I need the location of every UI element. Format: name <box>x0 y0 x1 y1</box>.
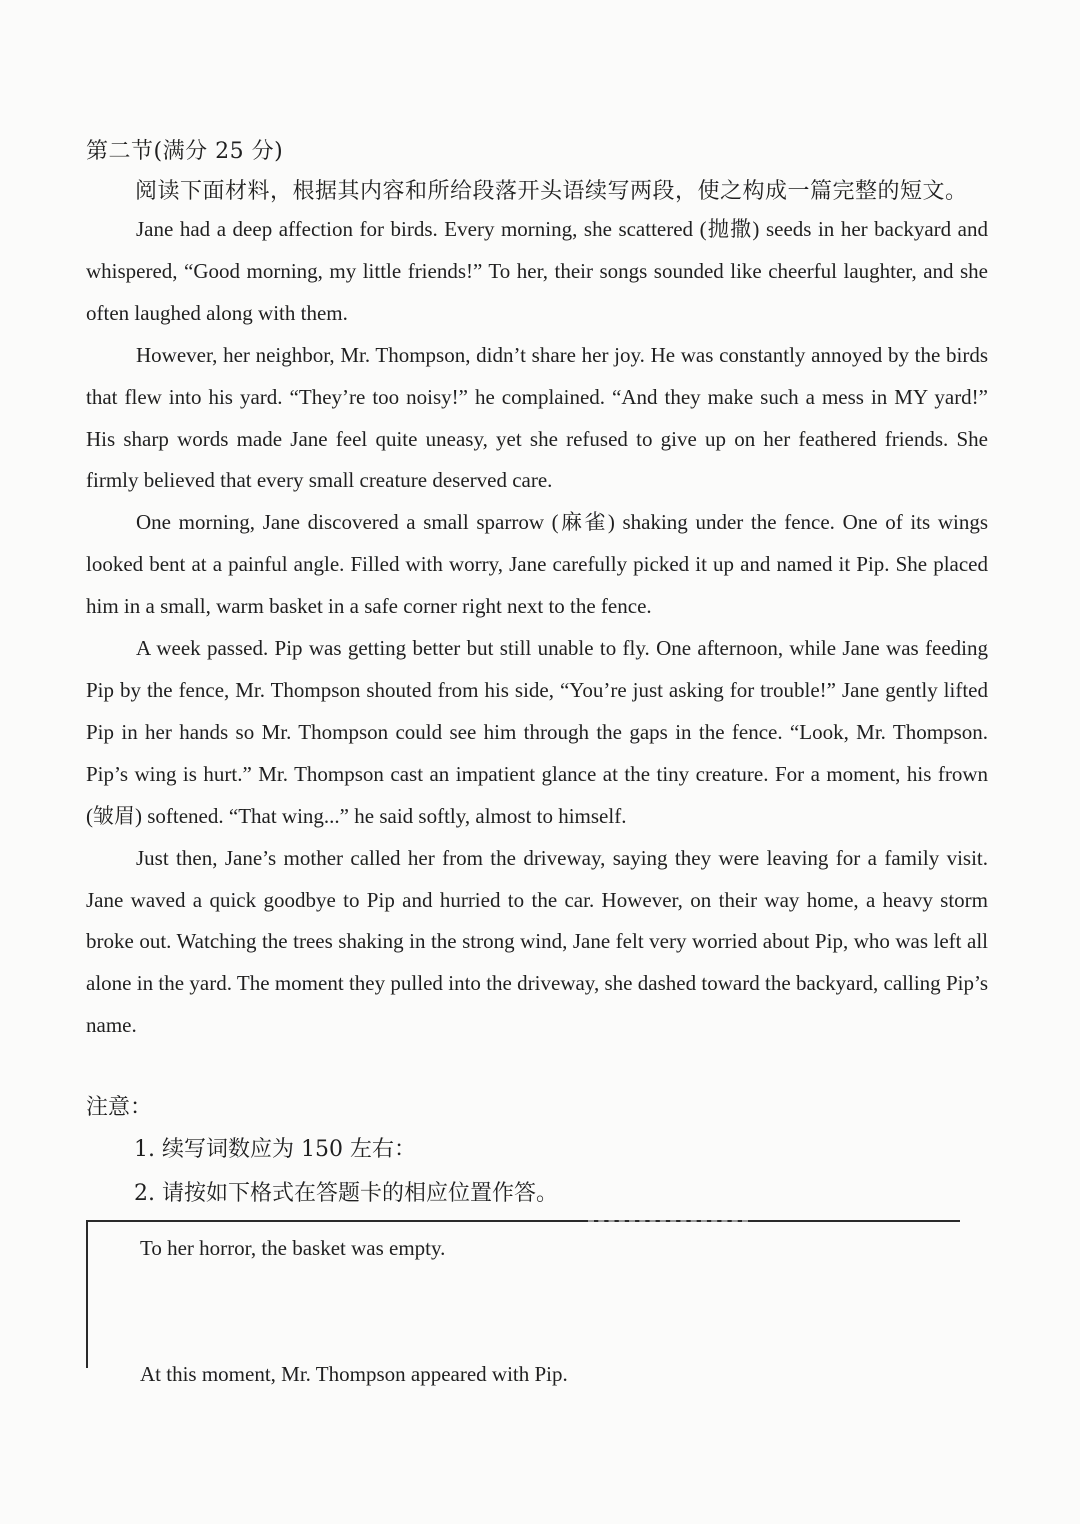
passage-paragraph: Jane had a deep affection for birds. Every morning, she scattered (抛撒) seeds in her backyard and whispered, “Good morning, my little friends!” To her, their songs sounded like cheerful laughter, and she often laughed along with them. <box>86 217 988 325</box>
paragraph-opener-1: To her horror, the basket was empty. <box>140 1236 446 1260</box>
notes-section <box>86 1088 558 1216</box>
note-item-word-count: 1. 续写词数应为 150 左右： <box>134 1137 416 1162</box>
passage-paragraph: One morning, Jane discovered a small sparrow (麻雀) shaking under the fence. One of its wings looked bent at a painful angle. Filled with worry, Jane carefully picked it up and named it Pip. She placed him in a small, warm basket in a safe corner right next to the fence. <box>86 510 988 619</box>
passage-paragraph: Just then, Jane’s mother called her from the driveway, saying they were leaving for a family visit. Jane waved a quick goodbye to Pip and hurried to the car. However, on their way home, a heavy storm broke out. Watching the trees shaking in the strong wind, Jane felt very worried about Pip, who was left all alone in the yard. The moment they pulled into the driveway, she dashed toward the backyard, calling Pip’s name. <box>86 845 988 1038</box>
reading-passage <box>86 209 988 1047</box>
note-item-format: 2. 请按如下格式在答题卡的相应位置作答。 <box>134 1181 558 1206</box>
section-title: 第二节(满分 25 分) <box>86 139 284 164</box>
instruction-text: 阅读下面材料，根据其内容和所给段落开头语续写两段，使之构成一篇完整的短文。 <box>135 179 968 204</box>
notes-heading: 注意： <box>86 1095 153 1120</box>
box-dashed-border <box>588 1220 748 1222</box>
passage-paragraph: A week passed. Pip was getting better but still unable to fly. One afternoon, while Jane was feeding Pip by the fence, Mr. Thompson shouted from his side, “You’re just asking for trouble!” Jane gently lifted Pip in her hands so Mr. Thompson could see him through the gaps in the fence. “Look, Mr. Thompson. Pip’s wing is hurt.” Mr. Thompson cast an impatient glance at the tiny creature. For a moment, his frown (皱眉) softened. “That wing...” he said softly, almost to himself. <box>86 636 988 828</box>
paragraph-opener-2: At this moment, Mr. Thompson appeared with Pip. <box>140 1362 568 1386</box>
passage-paragraph: However, her neighbor, Mr. Thompson, didn’t share her joy. He was constantly annoyed by the birds that flew into his yard. “They’re too noisy!” he complained. “And they make such a mess in MY yard!” His sharp words made Jane feel quite uneasy, yet she refused to give up on her feathered friends. She firmly believed that every small creature deserved care. <box>86 342 988 493</box>
